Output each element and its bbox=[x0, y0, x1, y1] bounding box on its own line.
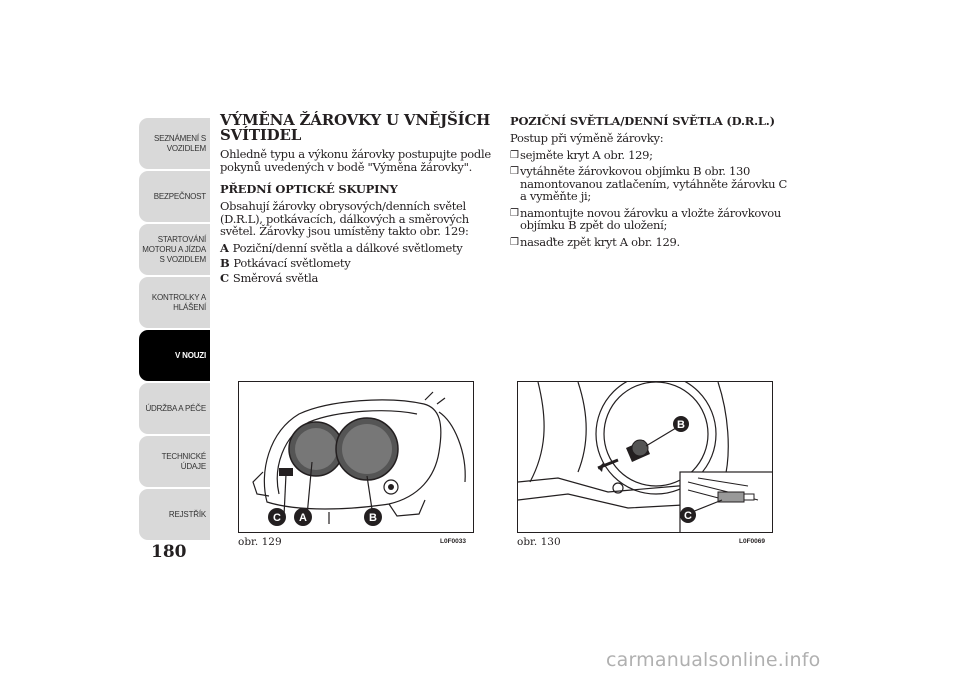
marker-b: B bbox=[369, 512, 377, 524]
tab-technicke-udaje[interactable]: TECHNICKÉ ÚDAJE bbox=[139, 436, 210, 487]
section-text: Obsahují žárovky obrysových/denních světel (D.R.L), potkávacích, dálkových a směrových světel. Žárovky jsou umístěny takto obr. 129: bbox=[220, 199, 469, 238]
procedure-steps bbox=[510, 149, 790, 249]
step-item: ❒ sejměte kryt A obr. 129; bbox=[510, 147, 653, 162]
intro-text: Ohledně typu a výkonu žárovky postupujte podle pokynů uvedených v bodě "Výměna žárovky". bbox=[220, 147, 491, 174]
tab-seznameni[interactable]: SEZNÁMENÍ S VOZIDLEM bbox=[139, 118, 210, 169]
right-column bbox=[510, 113, 790, 252]
step-item: ❒ namontujte novou žárovku a vložte žárovkovou objímku B zpět do uložení; bbox=[510, 205, 781, 232]
legend-item-c: C Směrová světla bbox=[220, 270, 319, 285]
tab-udrzba[interactable]: ÚDRŽBA A PÉČE bbox=[139, 383, 210, 434]
figure-caption: obr. 130 bbox=[517, 536, 561, 548]
page-title: VÝMĚNA ŽÁROVKY U VNĚJŠÍCH SVÍTIDEL bbox=[220, 111, 491, 144]
step-item: ❒ vytáhněte žárovkovou objímku B obr. 130 namontovanou zatlačením, vytáhněte žárovku C a vyměňte ji; bbox=[510, 164, 788, 203]
marker-a: A bbox=[299, 512, 307, 524]
checkbox-bullet-icon: ❒ bbox=[510, 207, 519, 219]
step-item: ❒ nasaďte zpět kryt A obr. 129. bbox=[510, 234, 680, 249]
procedure-intro: Postup při výměně žárovky: bbox=[510, 131, 664, 145]
bulb-holder-illustration bbox=[518, 382, 773, 533]
tab-rejstrik[interactable]: REJSTŘÍK bbox=[139, 489, 210, 540]
marker-c: C bbox=[273, 512, 281, 524]
figure-code: L0F0033 bbox=[440, 538, 467, 545]
figure-caption: obr. 129 bbox=[238, 536, 282, 548]
section-title: PŘEDNÍ OPTICKÉ SKUPINY bbox=[220, 182, 398, 196]
tab-v-nouzi[interactable]: V NOUZI bbox=[139, 330, 210, 381]
figure-bulb-holder bbox=[517, 381, 773, 533]
marker-b: B bbox=[677, 419, 685, 431]
left-column bbox=[220, 113, 492, 286]
marker-c: C bbox=[684, 510, 692, 522]
tab-startovani[interactable]: STARTOVÁNÍ MOTORU A JÍZDA S VOZIDLEM bbox=[139, 224, 210, 275]
checkbox-bullet-icon: ❒ bbox=[510, 149, 519, 161]
legend-item-b: B Potkávací světlomety bbox=[220, 255, 351, 270]
chapter-tabs bbox=[139, 118, 210, 542]
watermark: carmanualsonline.info bbox=[606, 649, 821, 671]
headlamp-illustration bbox=[239, 382, 474, 533]
figure-code: L0F0069 bbox=[739, 538, 766, 545]
tab-bezpecnost[interactable]: BEZPEČNOST bbox=[139, 171, 210, 222]
checkbox-bullet-icon: ❒ bbox=[510, 236, 519, 248]
page-number: 180 bbox=[151, 542, 187, 562]
checkbox-bullet-icon: ❒ bbox=[510, 166, 519, 177]
section-title-drl: POZIČNÍ SVĚTLA/DENNÍ SVĚTLA (D.R.L.) bbox=[510, 114, 775, 128]
legend-item-a: A Poziční/denní světla a dálkové světlomety bbox=[220, 240, 463, 255]
figure-headlamp bbox=[238, 381, 474, 533]
tab-kontrolky[interactable]: KONTROLKY A HLÁŠENÍ bbox=[139, 277, 210, 328]
